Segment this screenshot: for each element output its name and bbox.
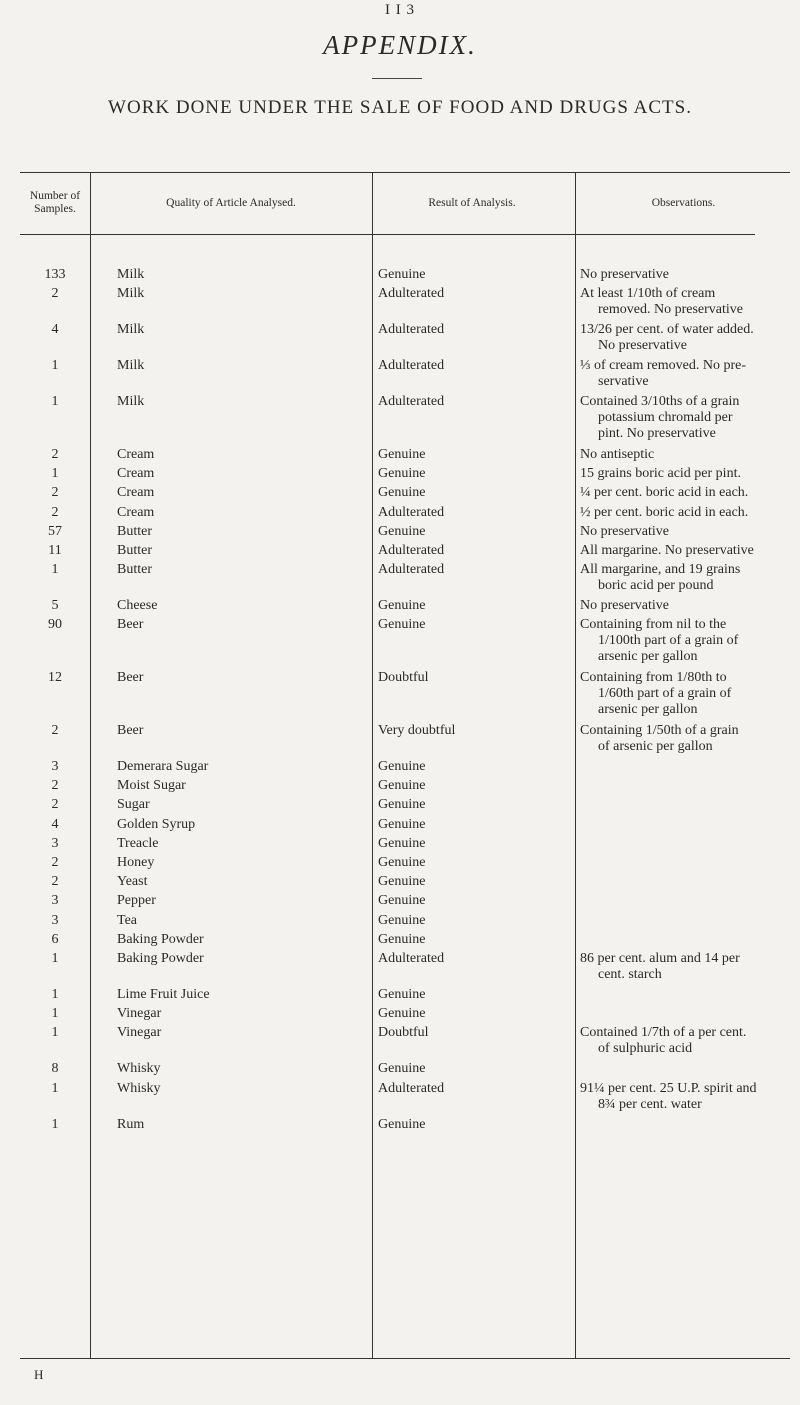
observation [580,485,785,501]
observation-line: 13/26 per cent. of water added. [580,322,754,338]
observation-line: 15 grains boric acid per pint. [580,466,741,482]
analysis-result: Genuine [378,598,426,614]
analysis-result: Genuine [378,912,426,928]
header-number: Number of Samples. [29,190,81,215]
sample-count: 2 [51,485,59,501]
article-name: Baking Powder [117,951,204,966]
analysis-result: Genuine [378,855,426,870]
analysis-result: Genuine [378,835,426,851]
observation-line: arsenic per gallon [598,649,698,665]
analysis-result: Genuine [378,523,426,539]
observation-line: boric acid per pound [598,578,714,594]
sample-count: 2 [51,504,59,520]
observation-line: 1/100th part of a grain of [598,633,739,649]
article-name: Milk [117,394,145,410]
article-name: Cream [117,485,155,501]
observation [580,670,785,718]
analysis-result: Adulterated [378,358,445,374]
sample-count: 2 [51,286,59,302]
observation [580,617,785,665]
sample-count: 1 [51,466,59,482]
sample-count: 1 [51,1006,59,1022]
header-quality: Quality of Article Analysed. [166,196,296,209]
analysis-result: Adulterated [378,562,445,578]
observation [580,598,785,614]
observation-line: of sulphuric acid [598,1041,693,1057]
observation [580,1081,785,1113]
sample-count: 1 [51,358,59,374]
sample-count: 3 [51,912,59,928]
article-name: Beer [117,723,144,738]
sample-count: 1 [51,1025,59,1041]
article-name: Beer [117,617,144,633]
observation-line: All margarine. No preservative [580,543,754,558]
analysis-result: Genuine [378,466,426,482]
analysis-result: Genuine [378,617,426,633]
observation [580,394,785,442]
analysis-result: Genuine [378,267,426,282]
analysis-result: Genuine [378,759,426,774]
sample-count: 1 [51,1080,59,1096]
sample-count: 2 [51,874,59,890]
page-number: I I 3 [385,2,415,18]
sample-count: 6 [51,931,59,947]
column-divider [575,172,576,1358]
article-name: Baking Powder [117,931,204,947]
page-subtitle: WORK DONE UNDER THE SALE OF FOOD AND DRUGS ACTS. [108,97,692,118]
article-name: Milk [117,286,145,302]
analysis-result: Adulterated [378,951,445,966]
sample-count: 1 [51,987,59,1002]
observation-line: No antiseptic [580,447,655,462]
observation-line: Containing from 1/80th to [580,670,727,686]
column-divider [90,172,91,1358]
observation-line: ½ per cent. boric acid in each. [580,504,749,520]
sample-count: 4 [51,816,59,832]
article-name: Milk [117,358,145,374]
observation-line: ⅓ of cream removed. No pre- [580,358,746,374]
analysis-result: Genuine [378,447,426,462]
table-top-rule [20,172,790,173]
observation-line: All margarine, and 19 grains [580,562,741,578]
observation [580,267,785,283]
observation [580,723,785,755]
sample-count: 5 [51,598,59,614]
analysis-result: Adulterated [378,504,445,520]
analysis-result: Genuine [378,987,426,1002]
observation-line: Contained 3/10ths of a grain [580,394,740,410]
sample-count: 57 [48,523,62,539]
sample-count: 2 [51,855,59,870]
observation-line: arsenic per gallon [598,702,698,718]
article-name: Yeast [117,874,148,890]
article-name: Tea [117,912,138,928]
sample-count: 2 [51,723,59,738]
analysis-result: Adulterated [378,322,445,338]
sample-count: 1 [51,562,59,578]
analysis-result: Genuine [378,893,426,909]
observation [580,951,785,983]
observation [580,466,785,482]
sample-count: 1 [51,394,59,410]
article-name: Moist Sugar [117,778,186,794]
samples-table [20,172,790,1358]
analysis-result: Doubtful [378,1025,429,1041]
article-name: Milk [117,267,145,282]
sample-count: 1 [51,951,59,966]
article-name: Golden Syrup [117,816,196,832]
article-name: Treacle [117,835,159,851]
analysis-result: Doubtful [378,670,429,686]
sample-count: 4 [51,322,59,338]
sample-count: 12 [48,670,62,686]
header-bottom-rule [20,234,755,235]
observation-line: potassium chromald per [598,410,733,426]
observation [580,543,785,559]
observation [580,524,785,540]
sample-count: 3 [51,893,59,909]
article-name: Cream [117,504,155,520]
analysis-result: Genuine [378,1116,426,1132]
observation [580,447,785,463]
observation-line: 86 per cent. alum and 14 per [580,951,740,966]
article-name: Demerara Sugar [117,759,209,774]
sample-count: 11 [48,543,62,558]
article-name: Whisky [117,1080,161,1096]
article-name: Rum [117,1116,145,1132]
analysis-result: Genuine [378,797,426,813]
analysis-result: Genuine [378,816,426,832]
observation-line: No preservative [580,267,670,282]
observation [580,322,785,354]
observation-line: At least 1/10th of cream [580,286,716,302]
observation-line: ¼ per cent. boric acid in each. [580,485,749,501]
observation-line: No preservative [580,598,670,614]
sample-count: 3 [51,835,59,851]
observation-line: 8¾ per cent. water [598,1096,702,1112]
analysis-result: Very doubtful [378,723,456,738]
article-name: Cheese [117,598,158,614]
observation-line: No preservative [580,523,670,539]
header-observations: Observations. [651,196,716,209]
observation-line: removed. No preservative [598,302,743,318]
analysis-result: Genuine [378,874,426,890]
page-title: APPENDIX. [323,30,477,60]
sample-count: 2 [51,447,59,462]
article-name: Honey [117,855,155,870]
observation-line: No preservative [598,338,688,354]
analysis-result: Adulterated [378,394,445,410]
observation-line: cent. starch [598,967,662,982]
column-divider [372,172,373,1358]
observation-line: Contained 1/7th of a per cent. [580,1025,747,1041]
analysis-result: Adulterated [378,543,445,558]
analysis-result: Adulterated [378,1080,445,1096]
observation [580,1025,785,1057]
sample-count: 90 [48,617,62,633]
article-name: Cream [117,466,155,482]
article-name: Lime Fruit Juice [117,987,210,1002]
analysis-result: Genuine [378,1006,426,1022]
sample-count: 3 [51,759,59,774]
analysis-result: Genuine [378,1061,426,1077]
article-name: Beer [117,670,144,686]
article-name: Vinegar [117,1006,162,1022]
sample-count: 2 [51,778,59,794]
observation-line: 91¼ per cent. 25 U.P. spirit and [580,1080,757,1096]
analysis-result: Adulterated [378,286,445,302]
article-name: Butter [117,543,152,558]
analysis-result: Genuine [378,778,426,794]
article-name: Butter [117,562,152,578]
analysis-result: Genuine [378,485,426,501]
observation [580,358,785,390]
observation-line: of arsenic per gallon [598,739,713,754]
observation-line: Containing 1/50th of a grain [580,723,739,738]
sample-count: 133 [44,267,66,282]
article-name: Sugar [117,797,150,813]
header-result: Result of Analysis. [428,196,516,209]
observation-line: 1/60th part of a grain of [598,686,732,702]
table-bottom-rule [20,1358,790,1359]
article-name: Butter [117,523,152,539]
observation-line: servative [598,374,649,390]
article-name: Vinegar [117,1025,162,1041]
sample-count: 2 [51,797,59,813]
observation-line: Containing from nil to the [580,617,727,633]
article-name: Milk [117,322,145,338]
sample-count: 8 [51,1061,59,1077]
observation [580,505,785,521]
sample-count: 1 [51,1116,59,1132]
article-name: Whisky [117,1061,161,1077]
article-name: Pepper [117,893,156,909]
observation [580,562,785,594]
article-name: Cream [117,447,155,462]
observation [580,286,785,318]
analysis-result: Genuine [378,931,426,947]
footer-signature: H [34,1367,44,1382]
title-rule [372,78,422,79]
observation-line: pint. No preservative [598,426,716,442]
